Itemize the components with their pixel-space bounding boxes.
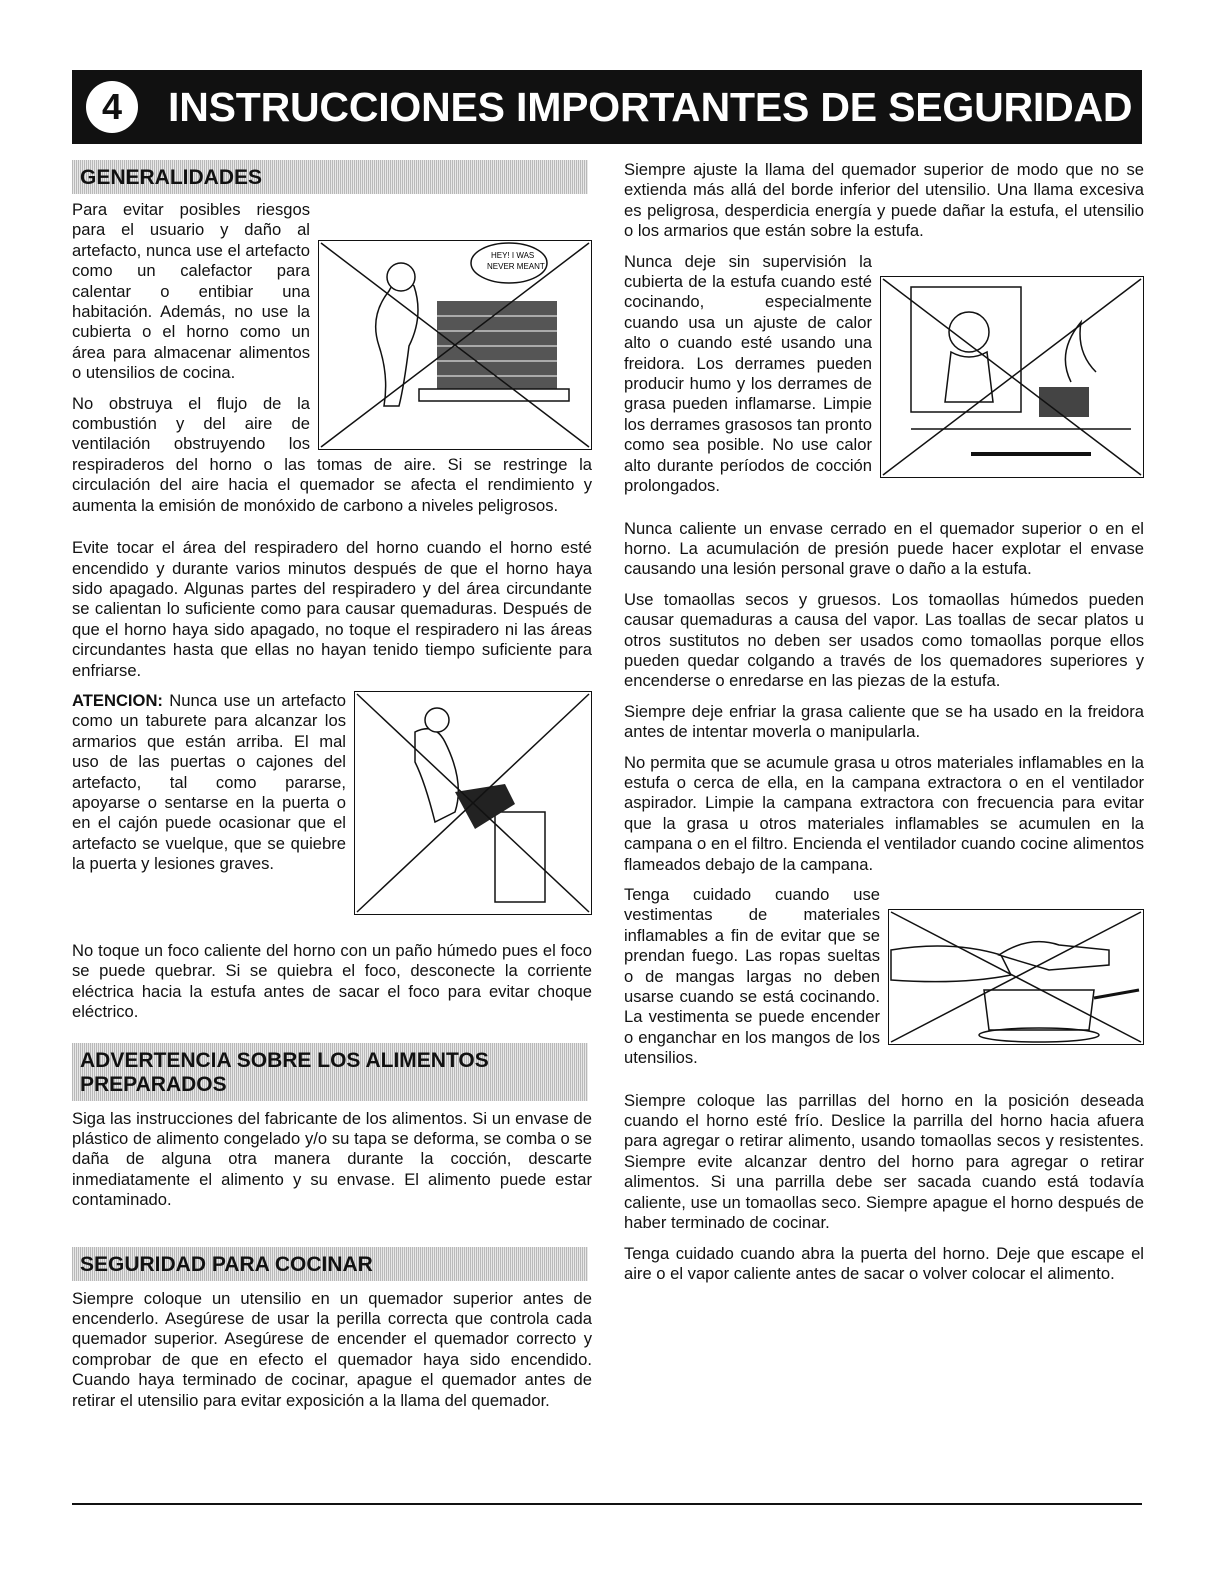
atencion-text: Nunca use un artefacto como un taburete para alcanzar los armarios que están arriba. El mal uso de las puertas o cajones del artefacto, tal como pararse, apoyarse o sentarse en la puerta o en el cajón puede ocasionar que el artefacto se vuelque, que se quiebre la puerta y lesiones graves. (72, 690, 346, 874)
right-paragraph-2: Nunca deje sin supervisión la cubierta de la estufa cuando esté cocinando, especialmente cuando usa un ajuste de calor alto o cuando esté usando una freidora. Los derrames pueden producir humo y los derrames de grasa pueden inflamarse. Limpie los derrames grasosos tan pronto como sea posible. No use calor alto durante períodos de cocción prolongados. (624, 251, 872, 496)
right-paragraph-1: Siempre ajuste la llama del quemador superior de modo que no se extienda más allá del borde inferior del utensilio. Una llama excesiva es peligrosa, desperdicia energía y puede dañar la estufa, el utensilio o los armarios que están sobre la estufa. (624, 160, 1144, 241)
right-paragraph-7: Tenga cuidado cuando use vestimentas de materiales inflamables a fin de evitar que se prendan fuego. Las ropas sueltas o de mangas largas no deben usarse cuando se está cocinando. La vestimenta se puede encender o enganchar en los mangos de los utensilios. (624, 885, 880, 1068)
left-column (72, 160, 592, 1411)
right-paragraph-3: Nunca caliente un envase cerrado en el quemador superior o en el horno. La acumulación de presión puede hacer explotar el envase causando una lesión personal grave o daño a la estufa. (624, 518, 1144, 579)
right-paragraph-4: Use tomaollas secos y gruesos. Los tomaollas húmedos pueden causar quemaduras a causa del vapor. Las toallas de secar platos u otros sustitutos no deben ser usados como tomaollas porque ellos pueden quedar colgando a través de los quemadores superiores y encenderse o enredarse en las piezas de la estufa. (624, 589, 1144, 691)
section-number-badge: 4 (86, 81, 138, 133)
generalidades-paragraph-3: Evite tocar el área del respiradero del horno cuando el horno esté encendido y durante varios minutos después de que el horno haya sido apagado. Algunas partes del respiradero y del área circundante se calientan lo suficiente como para causar quemaduras. Después de que el horno haya sido apagado, no toque el respiradero ni las áreas circundantes hasta que ellas no hayan tenido tiempo suficiente para enfriarse. (72, 538, 592, 680)
heading-generalidades: GENERALIDADES (72, 160, 588, 194)
right-paragraph-8: Siempre coloque las parrillas del horno en la posición deseada cuando el horno esté frío. Deslice la parrilla del horno hacia afuera para agregar o retirar alimento, usando tomaollas secos y resistentes. Siempre evite alcanzar dentro del horno para agregar o retirar alimentos. Si una parrilla debe ser sacada cuando está todavía caliente, use un tomaollas seco. Siempre apague el horno después de haber terminado de cocinar. (624, 1090, 1144, 1233)
right-paragraph-6: No permita que se acumule grasa u otros materiales inflamables en la estufa o cerca de ella, en la campana extractora o en el ventilador aspirador. Limpie la campana extractora con frecuencia para evitar que la grasa u otros materiales inflamables se acumulen en la campana o en el filtro. Encienda el ventilador cuando cocine alimentos flameados debajo de la campana. (624, 752, 1144, 874)
bottom-rule (72, 1503, 1142, 1505)
right-paragraph-5: Siempre deje enfriar la grasa caliente que se ha usado en la freidora antes de intentar moverla o manipularla. (624, 701, 1144, 742)
unattended-cooking-illustration (880, 276, 1144, 478)
svg-text:NEVER MEANT: NEVER MEANT (487, 262, 545, 271)
generalidades-paragraph-2: No obstruya el flujo de la combustión y del aire de ventilación obstruyendo los respiraderos del horno o las tomas de aire. Si se restringe la circulación del aire hacia el quemador se afecta el rendimiento y aumenta la emisión de monóxido de carbono a niveles peligrosos. (72, 393, 592, 515)
page-title: INSTRUCCIONES IMPORTANTES DE SEGURIDAD (168, 84, 1133, 130)
heading-advertencia: ADVERTENCIA SOBRE LOS ALIMENTOS PREPARADOS (72, 1043, 588, 1101)
atencion-label: ATENCION: (72, 690, 163, 710)
advertencia-paragraph: Siga las instrucciones del fabricante de los alimentos. Si un envase de plástico de alimento congelado y/o su tapa se deforma, se comba o se daña de alguna otra manera durante la cocción, descarte inmediatamente el alimento y su envase. El alimento puede estar contaminado. (72, 1108, 592, 1210)
cartoon-speech-text: HEY! I WAS (491, 251, 535, 260)
generalidades-paragraph-5: No toque un foco caliente del horno con un paño húmedo pues el foco se puede quebrar. Si se quiebra el foco, desconecte la corriente eléctrica hacia la estufa antes de sacar el foco para evitar choque eléctrico. (72, 940, 592, 1022)
heater-misuse-illustration (318, 240, 592, 450)
generalidades-paragraph-1: Para evitar posibles riesgos para el usuario y daño al artefacto, nunca use el artefacto como un calefactor para calentar o entibiar una habitación. Además, no use la cubierta o el horno como un área para almacenar alimentos o utensilios de cocina. (72, 200, 310, 383)
right-paragraph-9: Tenga cuidado cuando abra la puerta del horno. Deje que escape el aire o el vapor caliente antes de sacar o volver colocar el alimento. (624, 1243, 1144, 1283)
right-column (624, 160, 1144, 1284)
section-banner (72, 70, 1142, 144)
heading-seguridad: SEGURIDAD PARA COCINAR (72, 1247, 588, 1281)
seguridad-paragraph: Siempre coloque un utensilio en un quemador superior antes de encenderlo. Asegúrese de usar la perilla correcta que controla cada quemador superior. Asegúrese de encender el quemador correcto y comprobar de que en efecto el quemador haya sido encendido. Cuando haya terminado de cocinar, apague el quemador antes de retirar el utensilio para evitar exposición a la llama del quemador. (72, 1288, 592, 1410)
stool-misuse-illustration (354, 691, 592, 915)
loose-clothing-illustration (888, 909, 1144, 1045)
